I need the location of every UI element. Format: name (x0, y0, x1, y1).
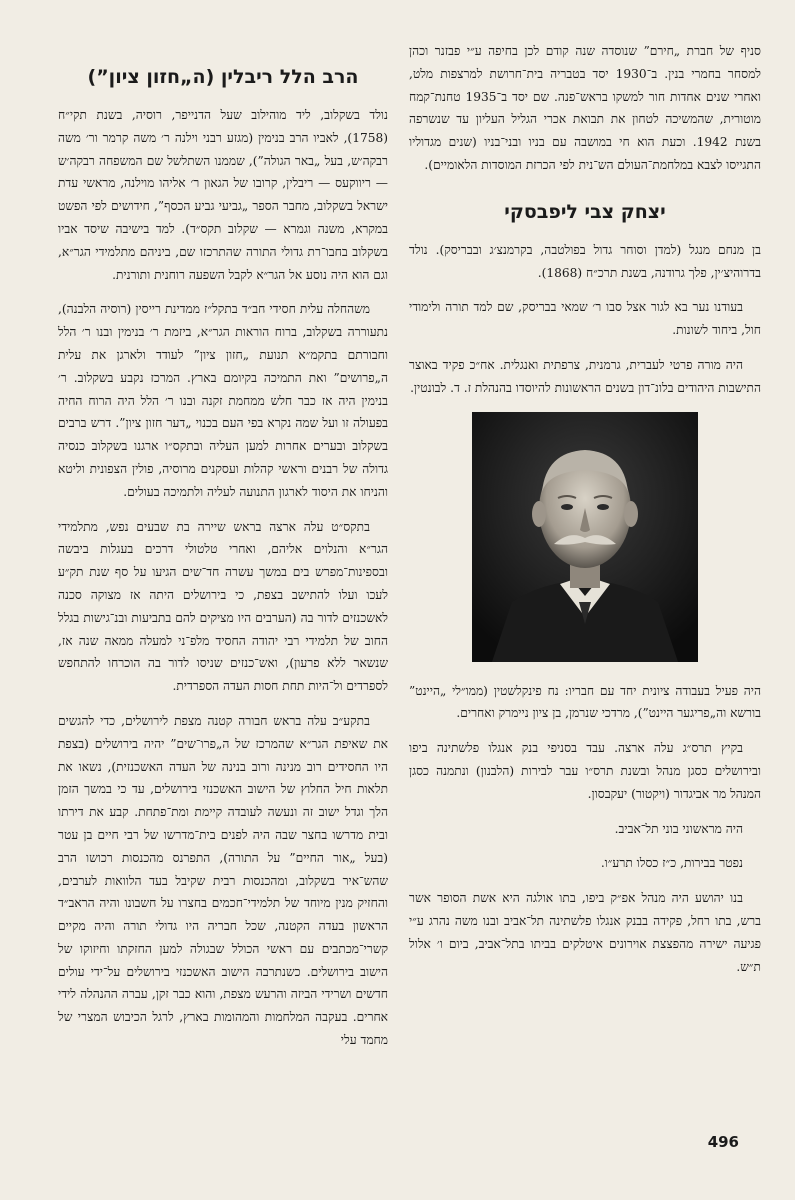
lipavsky-paragraph: נפטר בבירות, כ״ז כסלו תרע״ו. (600, 856, 743, 871)
portrait-photo (472, 412, 698, 662)
article-title-rivlin: הרב הלל ריבלין (ה„חזון ציון”) (87, 66, 359, 88)
lipavsky-paragraph: היה מראשוני בוני תל־אביב. (614, 821, 743, 836)
lipavsky-paragraph: בעודנו נער בא לגור אצל סבו ר׳ שמאי בבריסק, שם למד תורה ולימודי חול, ביחוד לשונות. (409, 300, 761, 338)
lipavsky-paragraph: בנו יהושע היה מנהל אפ״ק ביפו, בתו אולגה היא אשת הסופר אשר ברש, בתו רחל, פקידה בבנק אנגלו פלשתינה תל־אביב ובנו משה נהרג ע״י פגיעה ישירה מהפצצת אוירונים איטלקים בביתו בתל־אביב, ביום ו׳ אלול ת״ש. (409, 891, 761, 974)
rivlin-paragraph: בתקס״ט עלה ארצה בראש שיירה בת שבעים נפש, מתלמידי הגר״א והנלוים אליהם, ואחרי טלטולי דרכים בעגלות ביבשה ובספינות־מפרש בים במשך עשרה חד־שים הגיעו על סף שנת תק״ע לעכו ועלו להתישב בצפת, כי בירושלים היתה אז מצוקה סכנה לאשכנזים לדור בה (הערבים היו מציקים להם בתביעות ובנ־גישות בגלל החוב של תלמידי רבי יהודה החסיד מלפ־ני למעלה ממאה שנה אז, שנשאר ללא פרעון), ואש־כנזים שניסו לדור בה הוכרחו להתחפש לספרדים ול־היות תחת חסות העדה הספרדית. (58, 519, 388, 694)
lipavsky-paragraph: היה פעיל בעבודה ציונית יחד עם חבריו: נח פינקלשטין (ממו״לי „היינט” בורשא וה„פריגער היינט”), מרדכי שנרמן, בן ציון ניימרק ואחרים. (409, 683, 761, 721)
rivlin-paragraph: בתקע״ב עלה בראש חבורה קטנה מצפת לירושלים, כדי להגשים את שאיפת הגר״א שהמרכז של ה„פרו־שים” יהיה בירושלים (בצפת היו החסידים רוב מנינה ורוב בנינה של העדה האשכנזית), נשאו את תלאות חיל החלוץ של הישוב האשכנזי בירושלים, עד כי במשך הזמן הלך וגדל ישוב זה ונעשה לעובדה קיימת ומת־פתחת. קבע את דירתו ובית מדרשו בחצר שבה היה לפנים בית־מדרשו של רבי חיים בן עטר (בעל „אור החיים” על התורה), התפרנס מהכנסות רכושו הרב שהש־איר בשקלוב, ומהכנסות רבית שקיבל בעד הלוואות לערבים, והחזיק מנין מיוחד של תלמידי־חכמים בחצרו על חשבונו והיה הראב״ד הראשון בעדה הקטנה, שכל חבריה היו גדולי תורה והיה מקיים קשרי־מכתבים עם ראשי הכולל שבגולה למען החזקתו וחיזוקו של הישוב בירושלים. כשנתרבה הישוב האשכנזי בירושלים על־ידי עולים חדשים ושרידי הביזה והרעש מצפת, והוא כבר זקן, עברה ההנהלה לידי אחרים. בעקבה המלחמות והמהומות בארץ, לרגל הכיבוש המצרי של מחמד עלי (58, 713, 388, 1048)
rivlin-paragraph: נולד בשקלוב, ליד מוהילוב שעל הדנייפר, רוסיה, בשנת תקי״ח (1758), לאביו הרב בנימין (מגזע רבני וילנה ר׳ משה קרמר ור׳ משה רבקה׳ש, בעל „באר הגולה”), שממנו השתלשל שם המשפחה רבקה׳ש — ריווקעס — ריבלין, קרובו של הגאון ר׳ אליהו מוילנה, מראשי עדת ישראל בשקלוב, מחבר הספר „גביעי גביע הכסף”, חידושים לפי הפשט במקרא, משנה וגמרא — שקלוב תקס״ד). למד בישיבה שיסד אביו בשקלוב בחבו־רת גדולי התורה שהתרכזו שם, ביניהם מתלמידי הגר״א, וגם הוא היה נוסע אל הגר״א לקבל השפעה רוחנית ותורנית. (58, 108, 388, 282)
left-column (58, 40, 388, 1064)
page-number: 496 (707, 1133, 739, 1151)
portrait-illustration (472, 412, 698, 662)
lipavsky-paragraph: בקיץ תרס״ג עלה ארצה. עבד בסניפי בנק אנגלו פלשתינה ביפו ובירושלים כסגן מנהל ובשנת תרס״ו עבר לבירות (הלבנון) ונתמנה כסגן המנהל מר אביגדור (ויקטור) יעקבסון. (409, 741, 761, 801)
right-column (409, 40, 761, 990)
article-title-lipavsky: יצחק צבי ליפבסקי (504, 200, 666, 223)
lipavsky-paragraph: בן מנחם מנגל (למדן וסוחר גדול בפולטבה, בקרמנצ׳ג ובבריסק). נולד בדרוהיצ׳ין, פלך גרודנה, בשנת תרכ״ח (1868). (409, 242, 761, 280)
rivlin-paragraph: משהחלה עלית חסידי חב״ד בתקל״ז ממדינת רייסין (רוסיה הלבנה), נתעוררה בשקלוב, ברוח הוראות הגר״א, ביזמת ר׳ בנימין ובנו ר׳ הלל וחבורתם בתקמ״א תנועת „חזון ציון” לעודד ולארגן את עלית ה„פרושים” ואת התמיכה בקיומם בארץ. המרכז נקבע בשקלוב. ר׳ בנימין היה אז כבר חלש ממחמת זקנה ובנו ר׳ הלל היה הרוח החיה בפעולה זו ועל שמה נקרא בפי העם בכנוי „דער חזון ציון”. דרש ברבים בשקלוב ובערים אחרות למען העליה ובתקס״ו ארגנו בשקלוב כנסיה גדולה של רבנים וראשי קהלות ועסקנים מרוסיה, פולין הצפונית וליטא והניחו את היסוד לארגון התנועה לעליה ולתמיכה בעולים. (58, 302, 388, 499)
intro-paragraph: סניף של חברת „חירם” שנוסדה שנה קודם לכן בחיפה ע״י פבזנר וכהן למסחר בחמרי בנין. ב־1930 יסד בטבריה בית־חרושת למרצפות מלט, ואחרי שנים אחדות חור למשקו בראש־פנה. שם יסד ב־1935 טחנת־קמח מוטורית, שהמשיכה לטחון את תבואת אכרי הגליל העליון עד שנשרפה בשנת 1942. וכעת הוא חי במושבה עם בניו ובני־בניו (שנים מגדוליו התגייסו לצבא במלחמת־העולם הש־נית לפי הכרזת המוסדות הלאומיים). (409, 44, 761, 172)
lipavsky-paragraph: היה מורה פרטי לעברית, גרמנית, צרפתית ואנגלית. אח״כ פקיד באוצר התישבות היהודים בלונ־דון בשנים הראשונות להיוסדו בהנהלת ז. ד. לבונטין. (409, 357, 761, 395)
